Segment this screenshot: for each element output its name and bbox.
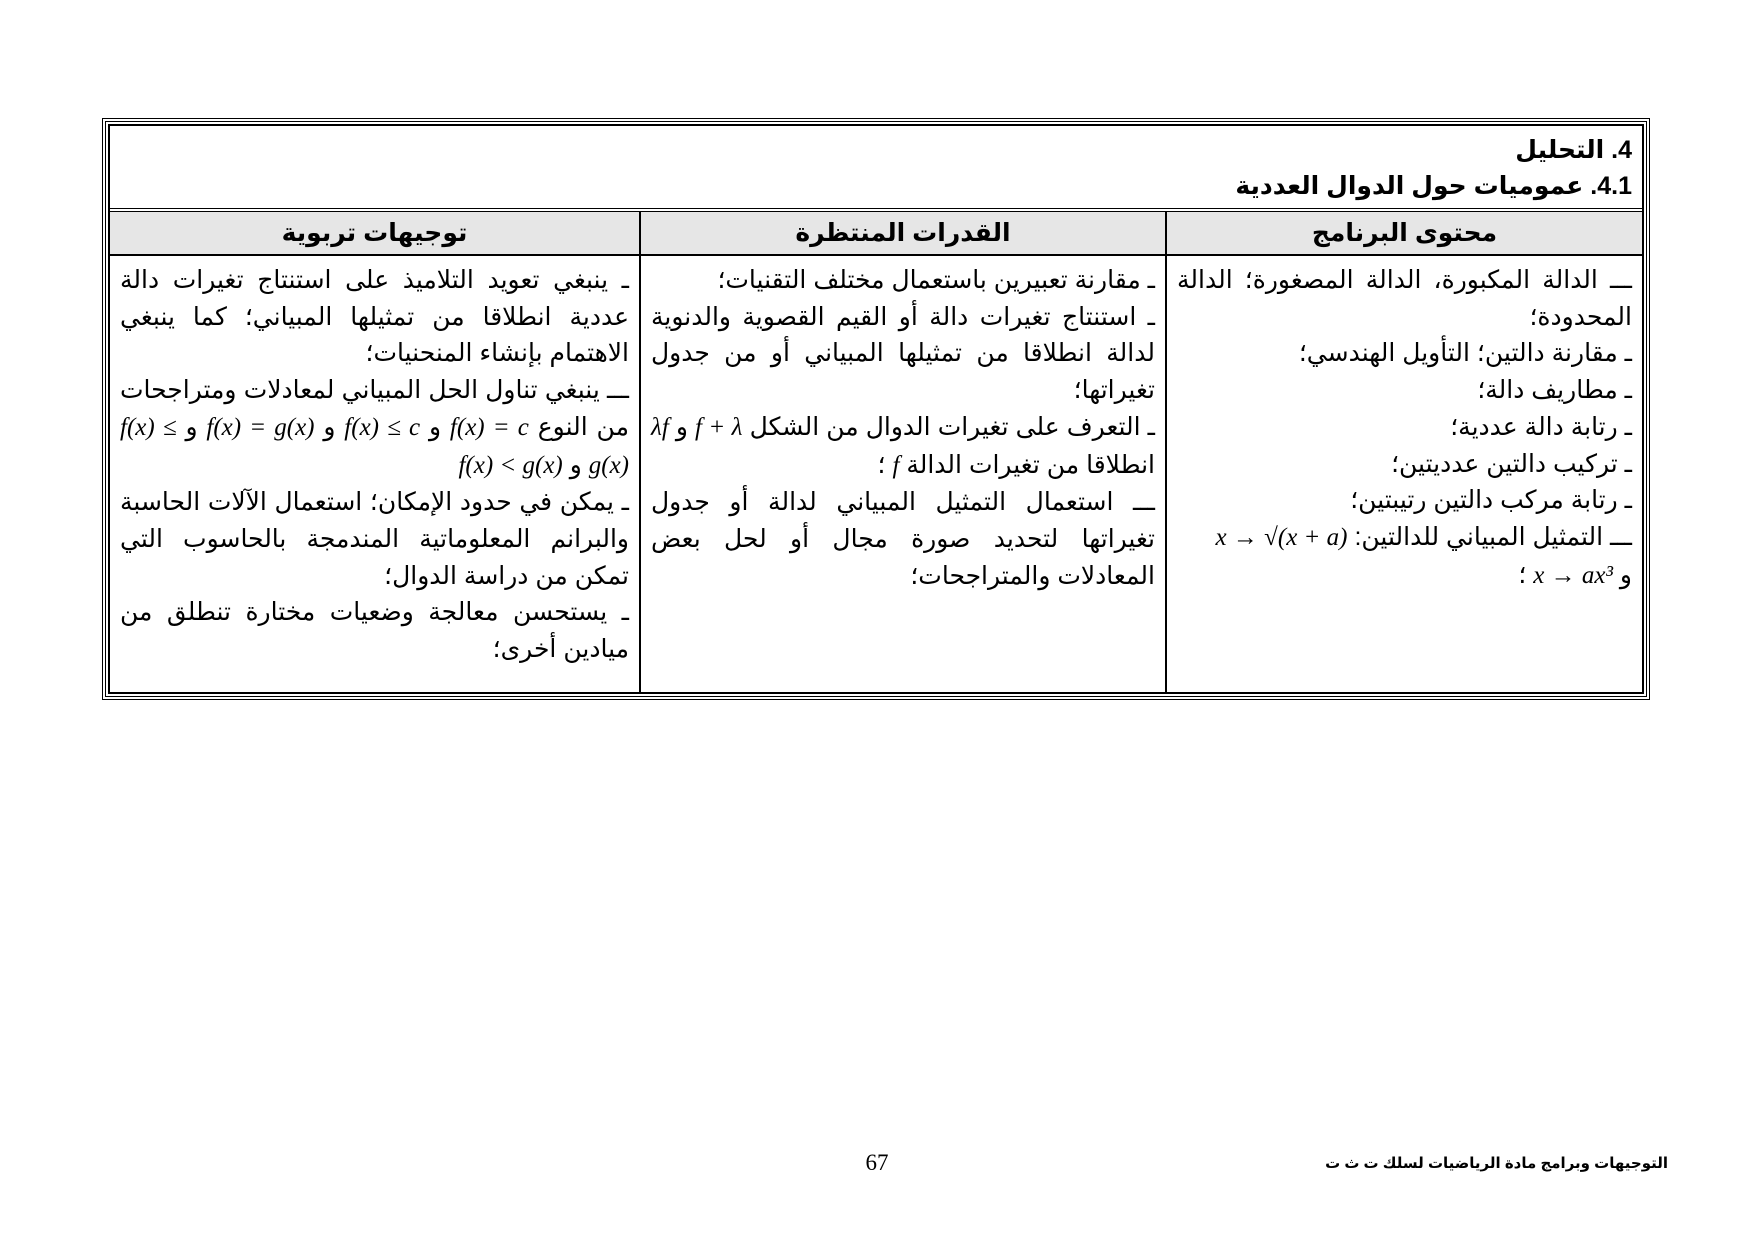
header-abilities: القدرات المنتظرة xyxy=(640,212,1166,255)
section-subtitle: 4.1. عموميات حول الدوال العددية xyxy=(1235,172,1632,200)
table-row xyxy=(110,255,1642,692)
section-title: 4. التحليل xyxy=(1515,136,1632,164)
and-word: و xyxy=(185,412,198,441)
end-mark: ؛ xyxy=(1518,560,1527,589)
math-sqrt-function: x → √(x + a) xyxy=(1215,523,1348,551)
content-line: ـ مقارنة دالتين؛ التأويل الهندسي؛ xyxy=(1298,339,1632,368)
end-mark: ؛ xyxy=(877,450,886,479)
content-line: ـــ الدالة المكبورة، الدالة المصغورة؛ الدالة المحدودة؛ xyxy=(1177,266,1632,331)
and-word: و xyxy=(428,412,442,441)
math-leq-g: f(x) ≤ g(x) xyxy=(120,413,629,479)
math-f: f xyxy=(892,451,900,479)
page-number: 67 xyxy=(865,1150,889,1175)
and-word: و xyxy=(323,412,336,441)
abilities-cell xyxy=(640,255,1166,692)
guidelines-line: ـ ينبغي تعويد التلاميذ على استنتاج تغيرات دالة عددية انطلاقا من تمثيلها المبياني؛ كما ينبغي الاهتمام بإنشاء المنحنيات؛ xyxy=(120,266,629,368)
abilities-line: انطلاقا من تغيرات الدالة xyxy=(906,450,1155,479)
math-leq-c: f(x) ≤ c xyxy=(344,413,421,441)
section-header xyxy=(110,126,1642,212)
content-line-cube xyxy=(1177,557,1632,595)
guidelines-cell xyxy=(110,255,640,692)
guidelines-line-equations xyxy=(120,372,629,484)
math-eq-c: f(x) = c xyxy=(449,413,529,441)
content-line: ـ رتابة مركب دالتين رتيبتين؛ xyxy=(1350,486,1632,515)
content-line: ـ تركيب دالتين عدديتين؛ xyxy=(1391,449,1632,478)
program-table xyxy=(110,212,1642,692)
content-line-graph xyxy=(1177,519,1632,557)
math-eq-g: f(x) = g(x) xyxy=(206,413,315,441)
content-cell xyxy=(1166,255,1642,692)
math-cube-function: x → ax³ xyxy=(1533,561,1613,589)
math-f-plus-lambda: f + λ xyxy=(695,413,743,441)
header-content: محتوى البرنامج xyxy=(1166,212,1642,255)
abilities-line: ـــ استعمال التمثيل المبياني لدالة أو جدول تغيراتها لتحديد صورة مجال أو لحل بعض المعادلات والمتراجحات؛ xyxy=(651,488,1155,590)
program-frame-inner xyxy=(108,124,1644,694)
guidelines-line: ـ يمكن في حدود الإمكان؛ استعمال الآلات الحاسبة والبرانم المعلوماتية المندمجة بالحاسوب التي تمكن من دراسة الدوال؛ xyxy=(120,488,629,590)
guidelines-line: ـ يستحسن معالجة وضعيات مختارة تنطلق من ميادين أخرى؛ xyxy=(120,598,629,664)
content-line: ـــ التمثيل المبياني للدالتين: xyxy=(1354,522,1632,551)
math-lt-g: f(x) < g(x) xyxy=(458,451,563,479)
content-line: ـ رتابة دالة عددية؛ xyxy=(1450,412,1632,441)
header-guidelines: توجيهات تربوية xyxy=(110,212,640,255)
abilities-line: ـ التعرف على تغيرات الدوال من الشكل xyxy=(749,412,1156,441)
footer-document-title: التوجيهات وبرامج مادة الرياضيات لسلك ت ث ت xyxy=(1325,1155,1668,1172)
abilities-line-forms xyxy=(651,409,1155,484)
and-word: و xyxy=(569,450,582,479)
program-frame xyxy=(102,118,1650,700)
content-line: ـ مطاريف دالة؛ xyxy=(1477,376,1632,405)
and-word: و xyxy=(1619,560,1632,589)
abilities-line: ـ مقارنة تعبيرين باستعمال مختلف التقنيات؛ xyxy=(717,266,1155,294)
and-word: و xyxy=(675,412,688,441)
table-header-row xyxy=(110,212,1642,255)
math-lambda-f: λf xyxy=(651,413,669,441)
abilities-line: ـ استنتاج تغيرات دالة أو القيم القصوية والدنوية لدالة انطلاقا من تمثيلها المبياني أو من جدول تغيراتها؛ xyxy=(651,302,1155,405)
guidelines-line: ـــ ينبغي تناول الحل المبياني لمعادلات ومتراجحات من النوع xyxy=(120,376,629,441)
